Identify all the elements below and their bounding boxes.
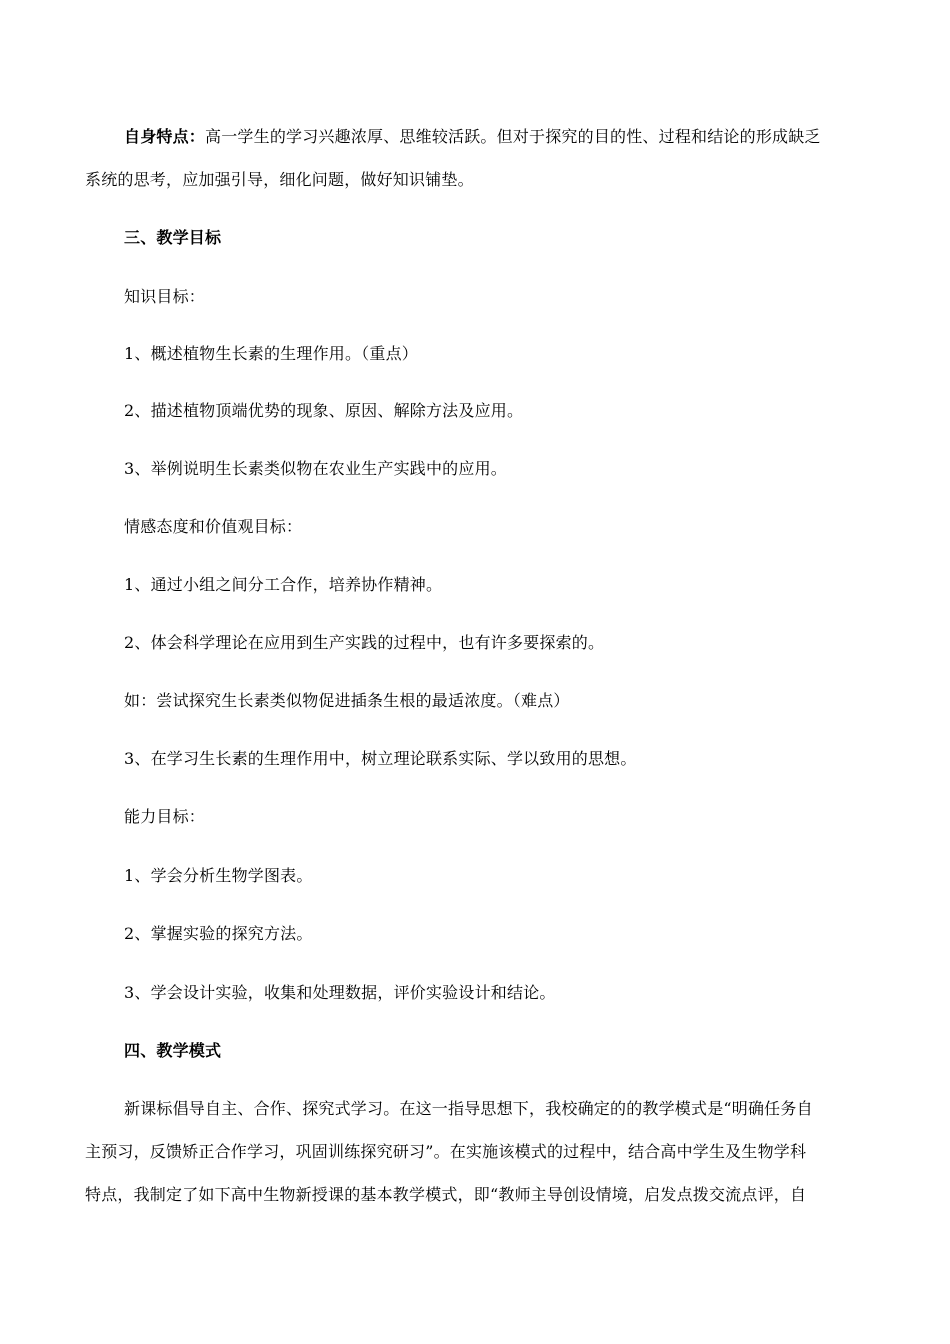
section3-heading: 三、教学目标	[124, 228, 222, 247]
ability-item-1: 1、学会分析生物学图表。	[124, 866, 313, 885]
section4-para-line-1: 新课标倡导自主、合作、探究式学习。在这一指导思想下，我校确定的的教学模式是“明确任务自	[124, 1099, 813, 1118]
ability-item-2: 2、掌握实验的探究方法。	[124, 924, 313, 943]
section4-para-line-3: 特点，我制定了如下高中生物新授课的基本教学模式，即“教师主导创设情境，启发点拨交流点评，自	[85, 1185, 807, 1204]
knowledge-item-1: 1、概述植物生长素的生理作用。（重点）	[124, 344, 418, 363]
knowledge-item-3: 3、举例说明生长素类似物在农业生产实践中的应用。	[124, 459, 507, 478]
ability-title: 能力目标：	[124, 807, 206, 826]
intro-line-1	[124, 126, 821, 148]
ability-item-3: 3、学会设计实验，收集和处理数据，评价实验设计和结论。	[124, 983, 556, 1002]
intro-text-1: 高一学生的学习兴趣浓厚、思维较活跃。但对于探究的目的性、过程和结论的形成缺乏	[205, 127, 821, 146]
emotion-item-1: 1、通过小组之间分工合作，培养协作精神。	[124, 575, 443, 594]
knowledge-title: 知识目标：	[124, 287, 206, 306]
intro-label: 自身特点：	[124, 127, 206, 146]
emotion-item-2: 2、体会科学理论在应用到生产实践的过程中，也有许多要探索的。	[124, 633, 605, 652]
intro-line-2: 系统的思考，应加强引导，细化问题，做好知识铺垫。	[85, 170, 474, 189]
emotion-title: 情感态度和价值观目标：	[124, 517, 303, 536]
section4-heading: 四、教学模式	[124, 1041, 222, 1060]
emotion-item-3: 3、在学习生长素的生理作用中，树立理论联系实际、学以致用的思想。	[124, 749, 637, 768]
emotion-item-example: 如：尝试探究生长素类似物促进插条生根的最适浓度。（难点）	[124, 691, 570, 710]
knowledge-item-2: 2、描述植物顶端优势的现象、原因、解除方法及应用。	[124, 401, 524, 420]
section4-para-line-2: 主预习，反馈矫正合作学习，巩固训练探究研习”。在实施该模式的过程中，结合高中学生及生物学科	[85, 1142, 807, 1161]
